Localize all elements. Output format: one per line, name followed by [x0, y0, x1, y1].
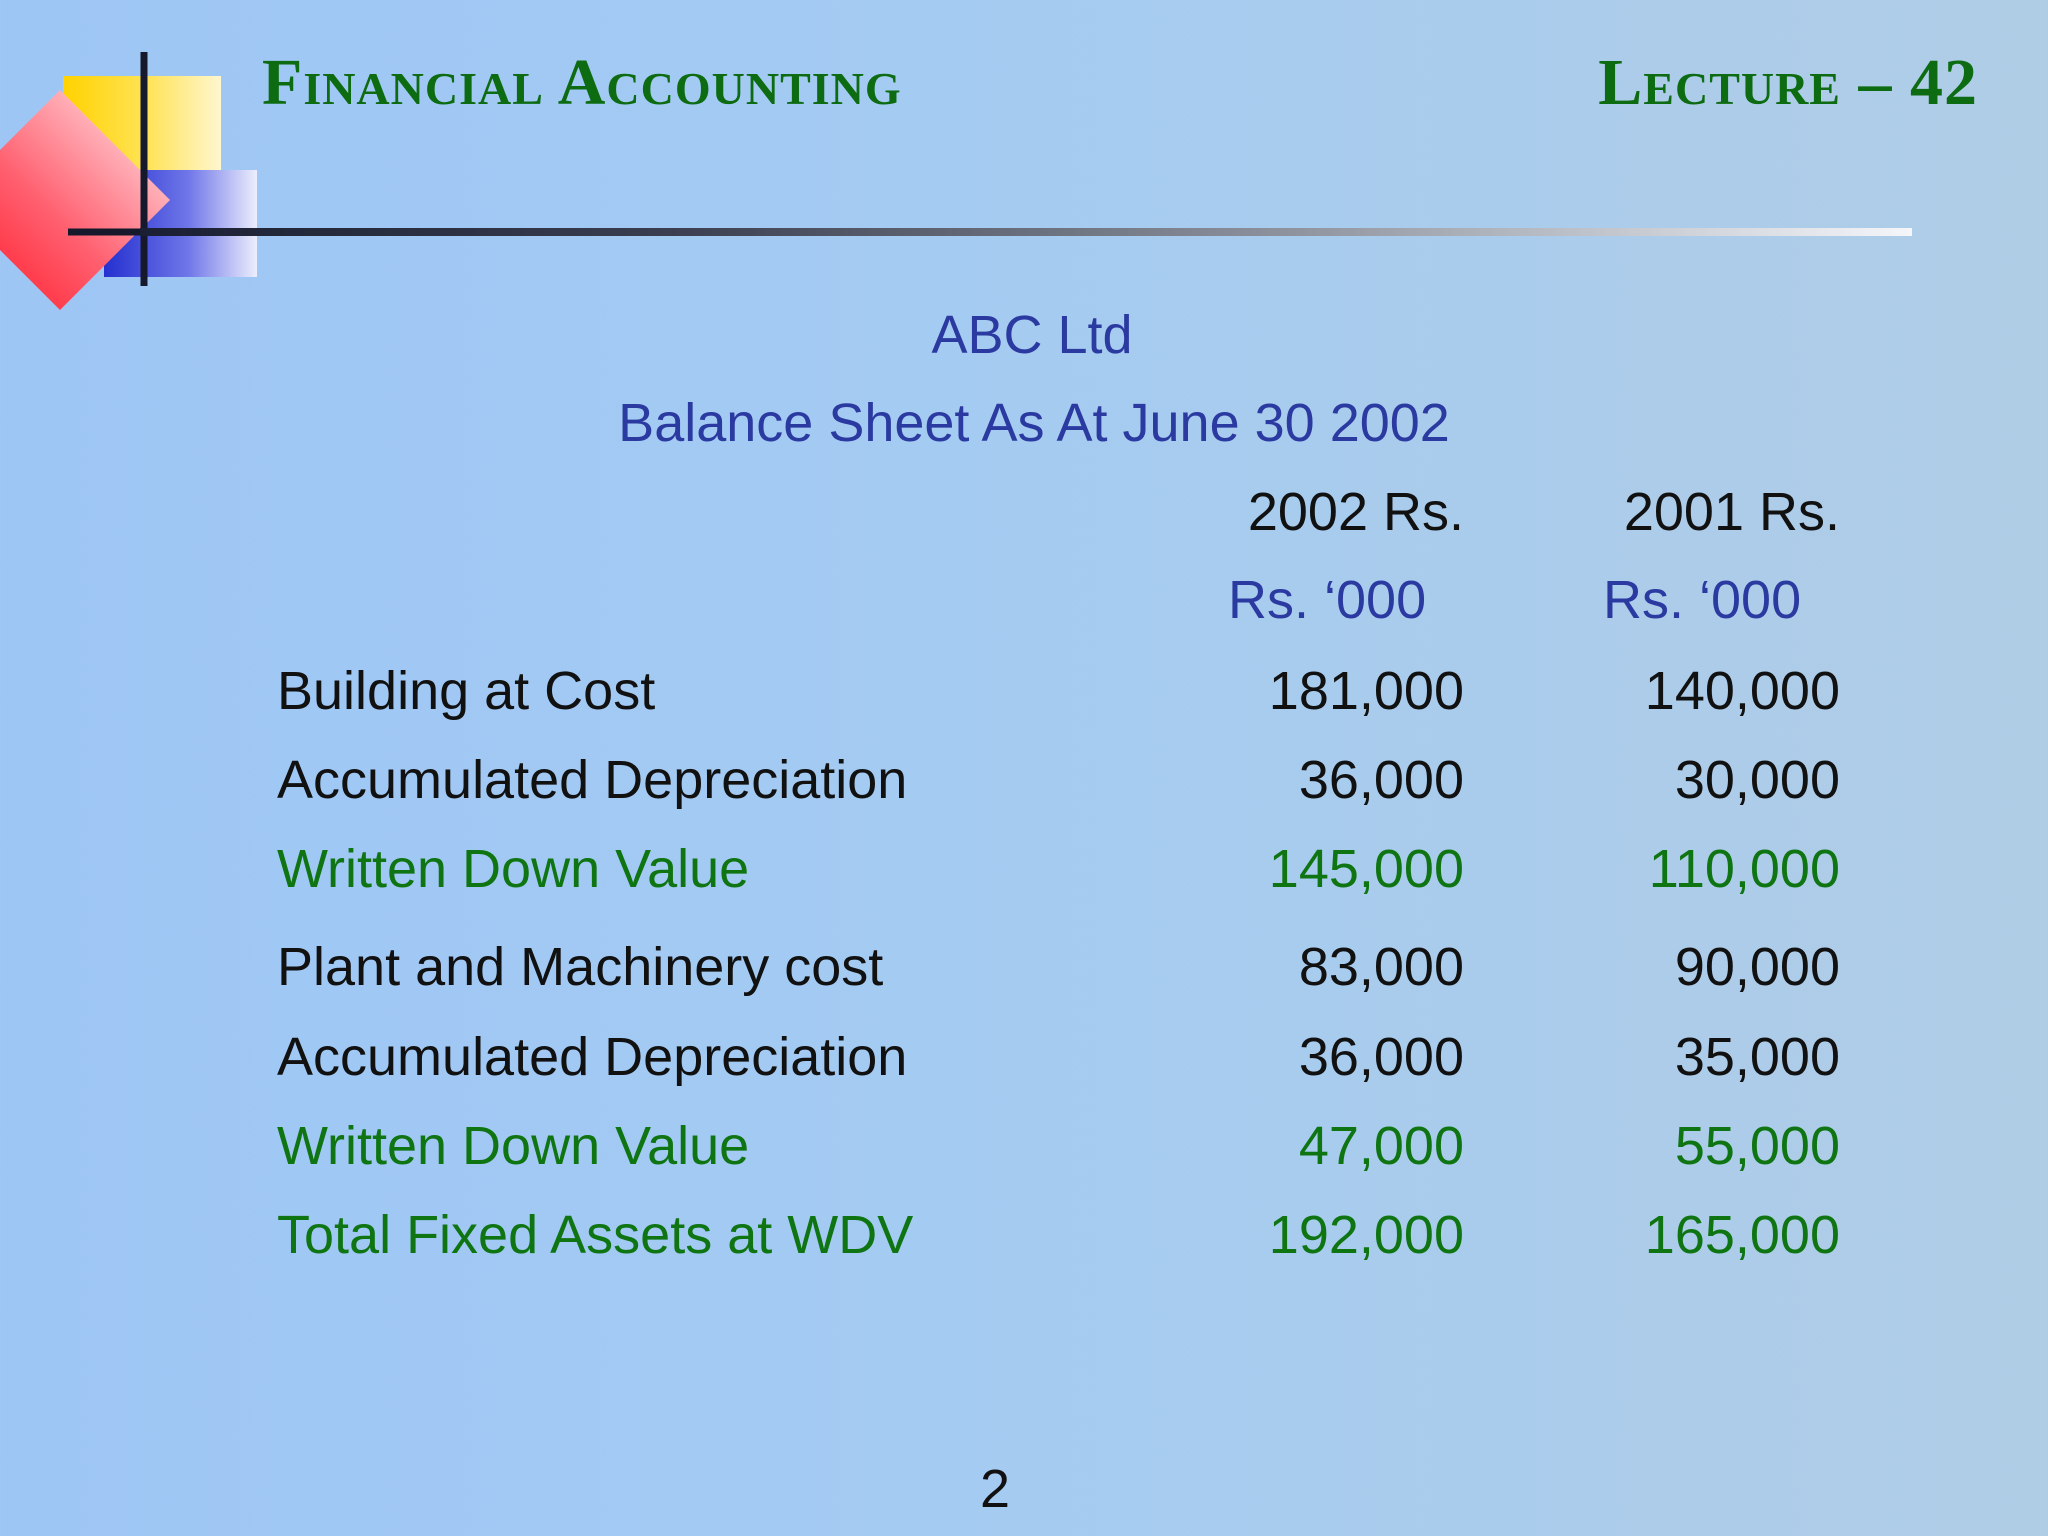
- row-value-2001: 90,000: [1674, 937, 1840, 997]
- row-label: Accumulated Depreciation: [277, 750, 908, 810]
- row-label: Building at Cost: [277, 661, 656, 721]
- row-value-2001: 140,000: [1644, 661, 1840, 721]
- row-value-2001: 165,000: [1644, 1205, 1840, 1265]
- row-label: Total Fixed Assets at WDV: [277, 1205, 914, 1265]
- row-value-2002: 47,000: [1298, 1116, 1464, 1176]
- column-unit-2001: Rs. ‘000: [1603, 570, 1802, 630]
- lecture-title: Lecture – 42: [1598, 46, 1978, 119]
- row-value-2002: 192,000: [1268, 1205, 1464, 1265]
- row-value-2001: 30,000: [1674, 750, 1840, 810]
- column-header-2002: 2002 Rs.: [1247, 482, 1464, 542]
- row-value-2002: 83,000: [1298, 937, 1464, 997]
- row-value-2001: 55,000: [1674, 1116, 1840, 1176]
- column-unit-2002: Rs. ‘000: [1228, 570, 1427, 630]
- row-label: Plant and Machinery cost: [277, 937, 884, 997]
- row-value-2001: 35,000: [1674, 1027, 1840, 1087]
- row-value-2002: 181,000: [1268, 661, 1464, 721]
- row-value-2001: 110,000: [1648, 839, 1840, 899]
- row-value-2002: 36,000: [1298, 750, 1464, 810]
- row-value-2002: 145,000: [1268, 839, 1464, 899]
- column-header-2001: 2001 Rs.: [1623, 482, 1840, 542]
- statement-title: Balance Sheet As At June 30 2002: [618, 393, 1450, 453]
- row-label: Accumulated Depreciation: [277, 1027, 908, 1087]
- row-label: Written Down Value: [277, 1116, 750, 1176]
- header-divider-rule: [140, 228, 1912, 236]
- slide-logo-graphic: [0, 40, 280, 320]
- company-name: ABC Ltd: [931, 305, 1133, 365]
- row-label: Written Down Value: [277, 839, 750, 899]
- row-value-2002: 36,000: [1298, 1027, 1464, 1087]
- course-title: Financial Accounting: [262, 46, 902, 119]
- slide-page-number: 2: [979, 1459, 1011, 1519]
